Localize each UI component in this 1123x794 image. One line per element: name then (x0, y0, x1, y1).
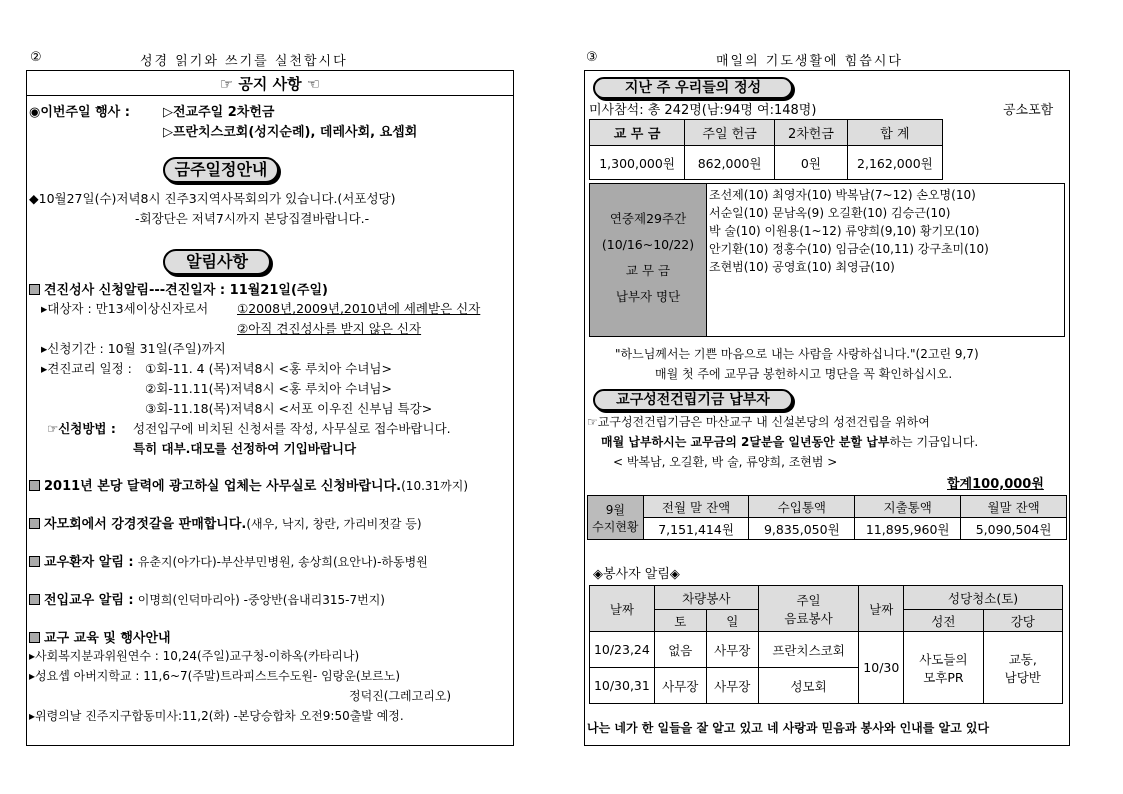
square-bullet-icon (29, 632, 40, 643)
target-label: ▸대상자 : 만13세이상신자로서 (41, 301, 209, 316)
target-1: ①2008년,2009년,2010년에 세례받은 신자 (237, 301, 481, 316)
square-bullet-icon (29, 518, 40, 529)
offer-header-second: 2차헌금 (775, 120, 848, 146)
donor-line-5: 조현범(10) 공영효(10) 최영금(10) (709, 260, 895, 274)
today-schedule-title: 금주일정안내 (163, 157, 279, 183)
offer-value-sunday: 862,000원 (685, 146, 775, 180)
building-line-2: 매월 납부하시는 교무금의 2달분을 일년동안 분할 납부하는 기금입니다. (601, 435, 979, 449)
offer-header-dues: 교 무 금 (590, 120, 685, 146)
today-line-2: -회장단은 저녁7시까지 본당집결바랍니다.- (135, 211, 370, 226)
volunteer-title: ◈봉사자 알림◈ (593, 567, 680, 582)
building-line-3: < 박복남, 오길환, 박 술, 류양희, 조현범 > (613, 455, 838, 469)
finance-header-expense: 지출통액 (855, 496, 961, 518)
vol-header-sat: 토 (654, 610, 706, 632)
method-text-2: 특히 대부.대모를 선정하여 기입바랍니다 (133, 441, 357, 456)
table-row: 10/23,24 없음 사무장 프란치스코회 10/30 사도들의 모후PR 교동, 남당반 (590, 632, 1063, 668)
square-bullet-icon (29, 480, 40, 491)
notice2-title: 알림사항 (163, 249, 271, 275)
donor-list (707, 183, 1065, 337)
offer-header-sunday: 주일 헌금 (685, 120, 775, 146)
quote-2: 매월 첫 주에 교무금 봉헌하시고 명단을 꼭 확인하십시오. (655, 367, 953, 381)
vol-header-drink: 주일 음료봉사 (758, 586, 859, 632)
donor-line-2: 서순일(10) 문남옥(9) 오길환(10) 김승근(10) (709, 206, 951, 220)
schedule-label: ▸견진교리 일정 : (41, 361, 132, 376)
calendar-notice: 2011년 본당 달력에 광고하실 업체는 사무실로 신청바랍니다.(10.31까지) (29, 475, 468, 494)
edu-1: ▸사회복지분과위원연수 : 10,24(주일)교구청-이하옥(카타리나) (29, 649, 360, 663)
this-week-label: ◉이번주일 행사 : (29, 105, 130, 120)
notice-title: ☞ 공지 사항 ☜ (219, 75, 321, 93)
finance-value-income: 9,835,050원 (749, 518, 855, 540)
mothers-notice: 자모회에서 강경젓갈을 판매합니다.(새우, 낙지, 창란, 가리비젓갈 등) (29, 513, 422, 532)
vol-header-clean: 성당청소(토) (904, 586, 1063, 610)
vol-header-sun: 일 (706, 610, 758, 632)
vol-header-hall: 강당 (983, 610, 1062, 632)
target-2: ②아직 견진성사를 받지 않은 신자 (237, 321, 422, 336)
schedule-3: ③회-11.18(목)저녁8시 <서포 이우진 신부님 특강> (145, 401, 433, 416)
square-bullet-icon (29, 594, 40, 605)
header-right: 매일의 기도생활에 힘씁시다 (716, 54, 903, 69)
offer-value-dues: 1,300,000원 (590, 146, 685, 180)
header-left: 성경 읽기와 쓰기를 실천합시다 (140, 54, 348, 69)
confirmation-head: 견진성사 신청알림---견진일자 : 11월21일(주일) (29, 279, 328, 298)
offer-value-total: 2,162,000원 (847, 146, 942, 180)
page-number-right: ③ (586, 50, 598, 65)
finance-label: 9월 수지현황 (588, 496, 644, 540)
donor-line-3: 박 술(10) 이원용(1~12) 류양희(9,10) 황기모(10) (709, 224, 980, 238)
this-week-item-2: ▷프란치스코회(성지순례), 데레사회, 요셉회 (163, 125, 418, 140)
edu-2b: 정덕진(그레고리오) (349, 689, 452, 703)
vol-clean-date: 10/30 (859, 632, 904, 704)
vol-clean-hall: 교동, 남당반 (983, 632, 1062, 704)
offer-value-second: 0원 (775, 146, 848, 180)
edu-title: 교구 교육 및 행사안내 (29, 627, 171, 646)
building-line-1: ☞교구성전건립기금은 마산교구 내 신설본당의 성전건립을 위하여 (587, 415, 930, 429)
finance-table (587, 495, 1067, 540)
page-number-left: ② (30, 50, 42, 65)
today-line-1: ◆10월27일(수)저녁8시 진주3지역사목회의가 있습니다.(서포성당) (29, 191, 396, 206)
newcomer-notice: 전입교우 알림 : 이명희(인덕마리아) -중앙반(읍내리315-7번지) (29, 589, 385, 608)
volunteer-table (589, 585, 1063, 704)
vol-header-car: 차량봉사 (654, 586, 758, 610)
finance-value-end: 5,090,504원 (961, 518, 1067, 540)
mass-count: 미사참석: 총 242명(남:94명 여:148명) (589, 103, 817, 118)
square-bullet-icon (29, 284, 40, 295)
donor-label: 연중제29주간 (10/16~10/22) 교 무 금 납부자 명단 (589, 183, 707, 337)
schedule-1: ①회-11. 4 (목)저녁8시 <홍 루치아 수녀님> (145, 361, 392, 376)
period: ▸신청기간 : 10월 31일(주일)까지 (41, 341, 226, 356)
offering-table (589, 119, 943, 180)
schedule-2: ②회-11.11(목)저녁8시 <홍 루치아 수녀님> (145, 381, 392, 396)
vol-clean-sanct: 사도들의 모후PR (904, 632, 983, 704)
finance-header-end: 월말 잔액 (961, 496, 1067, 518)
building-total: 합계100,000원 (947, 477, 1044, 492)
right-panel (584, 70, 1070, 746)
offering-title: 지난 주 우리들의 정성 (593, 77, 793, 99)
this-week-item-1: ▷전교주일 2차헌금 (163, 105, 275, 120)
offer-header-total: 합 계 (847, 120, 942, 146)
building-title: 교구성전건립기금 납부자 (593, 389, 793, 411)
finance-value-expense: 11,895,960원 (855, 518, 961, 540)
vol-header-date: 날짜 (590, 586, 655, 632)
mass-note: 공소포함 (1003, 103, 1054, 118)
donor-line-1: 조선제(10) 최영자(10) 박복남(7~12) 손오명(10) (709, 188, 976, 202)
footer-verse: 나는 네가 한 일들을 잘 알고 있고 네 사랑과 믿음과 봉사와 인내를 알고 있다 (587, 721, 990, 735)
donor-line-4: 안기환(10) 정홍수(10) 임금순(10,11) 강구초미(10) (709, 242, 989, 256)
finance-header-income: 수입통액 (749, 496, 855, 518)
left-panel (26, 70, 514, 746)
vol-header-date2: 날짜 (859, 586, 904, 632)
edu-3: ▸위령의날 진주지구합동미사:11,2(화) -본당승합차 오전9:50출발 예정. (29, 709, 404, 723)
quote: "하느님께서는 기쁜 마음으로 내는 사람을 사랑하십니다."(2고린 9,7) (615, 347, 979, 361)
edu-2: ▸성요셉 아버지학교 : 11,6~7(주말)트라피스트수도원- 임랑운(보르노) (29, 669, 400, 683)
table-row: 10/30,31 사무장 사무장 성모회 (590, 668, 1063, 704)
method-label: ☞신청방법 : (47, 421, 116, 436)
vol-header-sanct: 성전 (904, 610, 983, 632)
finance-header-prev: 전월 말 잔액 (643, 496, 749, 518)
method-text: 성전입구에 비치된 신청서를 작성, 사무실로 접수바랍니다. (133, 421, 451, 436)
patient-notice: 교우환자 알림 : 유춘지(아가다)-부산부민병원, 송상희(요안나)-하동병원 (29, 551, 428, 570)
square-bullet-icon (29, 556, 40, 567)
finance-value-prev: 7,151,414원 (643, 518, 749, 540)
